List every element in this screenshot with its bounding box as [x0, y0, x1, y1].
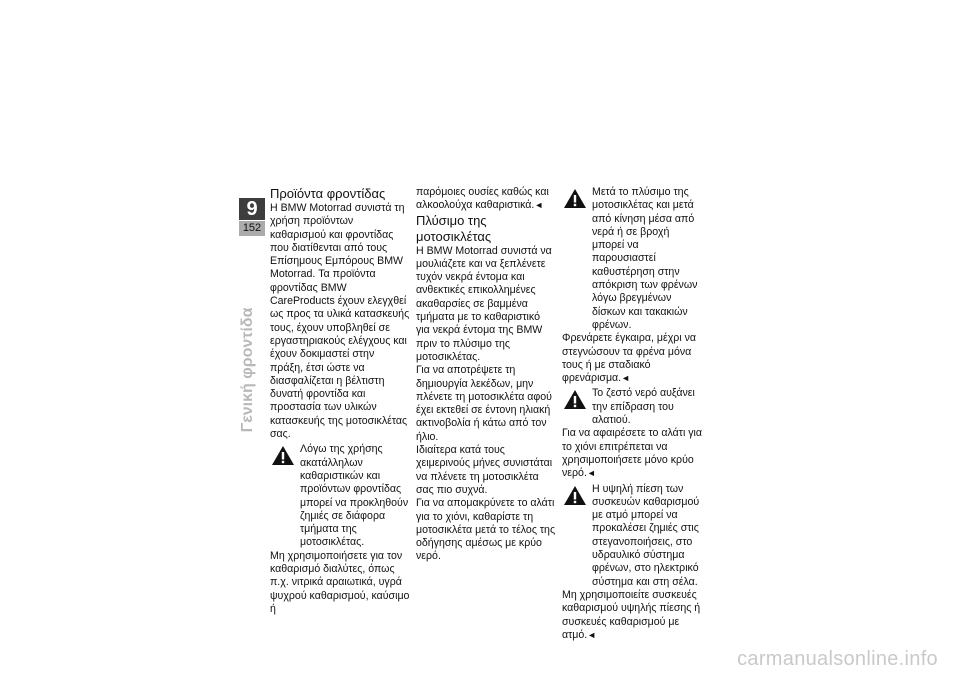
warning-steam-cleaner-text: Η υψηλή πίεση των συσκευών καθαρισμού με ατμό μπορεί να προκαλέσει ζημιές στις στεγανοποιήσεις, στο υδραυλικό σύστημα φρένων, στο ηλεκτρικό σύστημα και στη σέλα.: [592, 482, 700, 588]
column-3: [562, 186, 702, 642]
warning-cleaners-text: Λόγω της χρήσης ακατάλληλων καθαριστικών και προϊόντων φροντίδας μπορεί να προκληθούν ζημιές σε διάφορα τμήματα της μοτοσικλέτας.: [300, 443, 409, 549]
end-mark: ◄: [586, 468, 596, 479]
sunlight-paragraph: Για να αποτρέψετε τη δημιουργία λεκέδων, μην πλένετε τη μοτοσικλέτα αφού έχει εκτεθεί σε έντονη ηλιακή ακτινοβολία ή κάτω από τον ήλιο.: [416, 364, 552, 443]
chapter-title-vertical: Γενική φροντίδα: [239, 307, 256, 433]
warning-brakes: [562, 186, 702, 332]
heading-care-products: Προϊόντα φροντίδας: [270, 186, 386, 201]
alcohol-cleaners-paragraph: [416, 186, 556, 213]
page-number: 152: [239, 221, 265, 236]
column-1: [270, 186, 410, 616]
watermark: carmanualsonline.info: [737, 648, 938, 670]
warning-cleaners: [270, 443, 410, 549]
insect-remover-paragraph: Η BMW Motorrad συνιστά να μουλιάζετε και να ξεπλένετε τυχόν νεκρά έντομα και ανθεκτικές επικολλημένες ακαθαρσίες σε βαμμένα τμήματα με το καθαριστικό για νεκρά έντομα της BMW πριν το πλύσιμο της μοτοσικλέτας.: [416, 244, 552, 363]
warning-brakes-text: Μετά το πλύσιμο της μοτοσικλέτας και μετά από κίνηση μέσα από νερά ή σε βροχή μπορεί να παρουσιαστεί καθυστέρηση στην απόκριση των φρένων λόγω βρεγμένων δίσκων και τακακιών φρένων.: [592, 186, 698, 331]
warning-triangle-icon: [270, 444, 296, 467]
no-high-pressure-paragraph: [562, 589, 702, 642]
salt-removal-paragraph: Για να απομακρύνετε το αλάτι για το χιόνι, καθαρίστε τη μοτοσικλέτα μετά το τέλος της οδήγησης αμέσως με κρύο νερό.: [416, 497, 556, 563]
heading-washing: Πλύσιμο της μοτοσικλέτας: [416, 212, 492, 244]
no-high-pressure-text: Μη χρησιμοποιείτε συσκευές καθαρισμού υψηλής πίεσης ή συσκευές καθαρισμού με ατμό.: [562, 588, 701, 641]
end-mark: ◄: [621, 373, 631, 384]
cold-water-paragraph: [562, 427, 702, 480]
brake-early-paragraph: [562, 332, 702, 385]
brake-early-text: Φρενάρετε έγκαιρα, μέχρι να στεγνώσουν τα φρένα μόνα τους ή με σταδιακό φρενάρισμα.: [562, 332, 697, 385]
column-2: [416, 186, 556, 564]
winter-paragraph: Ιδιαίτερα κατά τους χειμερινούς μήνες συνιστάται να πλένετε τη μοτοσικλέτα σας πιο συχνά.: [416, 444, 553, 496]
chapter-number-tab: 9: [239, 198, 265, 220]
cold-water-text: Για να αφαιρέσετε το αλάτι για το χιόνι επιτρέπεται να χρησιμοποιήσετε μόνο κρύο νερό.: [562, 427, 703, 480]
warning-triangle-icon: [562, 388, 588, 411]
warning-triangle-icon: [562, 484, 588, 507]
warning-triangle-icon: [562, 187, 588, 210]
care-products-paragraph: Η BMW Motorrad συνιστά τη χρήση προϊόντων καθαρισμού και φροντίδας που διατίθενται από τους Επίσημους Εμπόρους BMW Motorrad. Τα προϊόντα φροντίδας BMW CareProducts έχουν ελεγχθεί ως προς τα υλικά κατασκευής τους, έχουν υποβληθεί σε εργαστηριακούς ελέγχους και έχουν δοκιμαστεί στην πράξη, έτσι ώστε να διασφαλίζεται η βέλτιστη δυνατή φροντίδα και προστασία των υλικών κατασκευής της μοτοσικλέτας σας.: [270, 202, 410, 441]
solvents-paragraph: Μη χρησιμοποιήσετε για τον καθαρισμό διαλύτες, όπως π.χ. νιτρικά αραιωτικά, υγρά ψυχρού καθαρισμού, καύσιμο ή: [270, 549, 410, 615]
warning-steam-cleaner: [562, 483, 702, 589]
end-mark: ◄: [534, 200, 544, 211]
alcohol-cleaners-text: παρόμοιες ουσίες καθώς και αλκοολούχα καθαριστικά.: [416, 186, 549, 212]
warning-hot-water-text: Το ζεστό νερό αυξάνει την επίδραση του αλατιού.: [592, 387, 695, 427]
warning-hot-water: [562, 387, 702, 427]
end-mark: ◄: [587, 629, 597, 640]
